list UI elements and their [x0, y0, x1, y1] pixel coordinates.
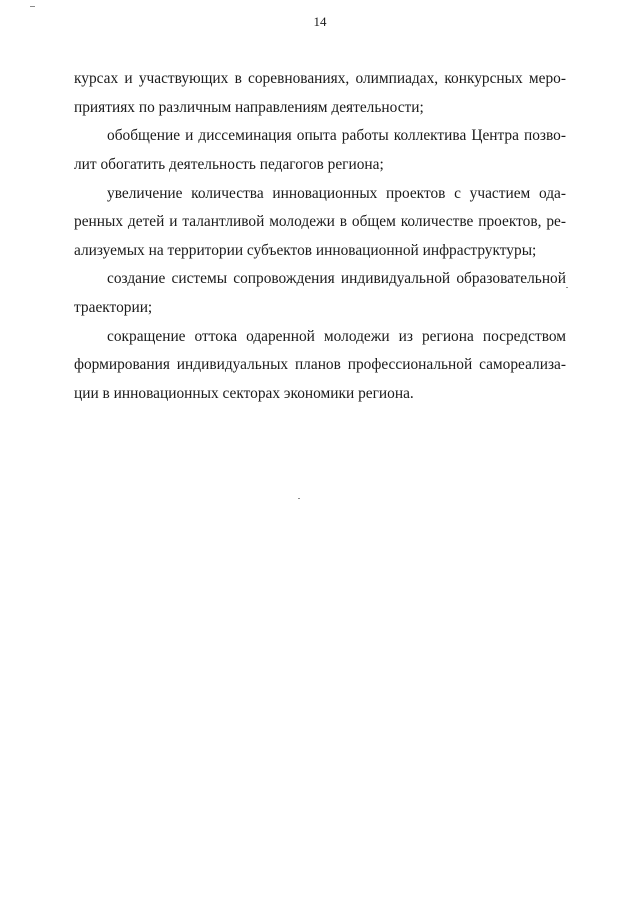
text-line: приятиях по различным направлениям деятельности;	[74, 99, 424, 116]
text-line: сокращение оттока одаренной молодежи из региона посредством	[107, 328, 566, 345]
text-line: лит обогатить деятельность педагогов региона;	[74, 156, 384, 173]
text-line: траектории;	[74, 299, 153, 316]
scan-speck	[298, 498, 300, 499]
text-line: увеличение количества инновационных проектов с участием ода-	[107, 185, 566, 202]
text-line: курсах и участвующих в соревнованиях, олимпиадах, конкурсных меро-	[74, 70, 566, 87]
page-number: 14	[313, 14, 327, 29]
scan-speck	[30, 6, 35, 7]
text-line: ализуемых на территории субъектов инновационной инфраструктуры;	[74, 242, 537, 259]
text-line: создание системы сопровождения индивидуальной образовательной	[107, 270, 566, 287]
scan-speck	[566, 287, 568, 288]
text-line: ренных детей и талантливой молодежи в общем количестве проектов, ре-	[74, 213, 566, 230]
text-line: обобщение и диссеминация опыта работы коллектива Центра позво-	[107, 127, 566, 144]
text-line: ции в инновационных секторах экономики региона.	[74, 385, 414, 402]
text-line: формирования индивидуальных планов профессиональной самореализа-	[74, 356, 566, 373]
